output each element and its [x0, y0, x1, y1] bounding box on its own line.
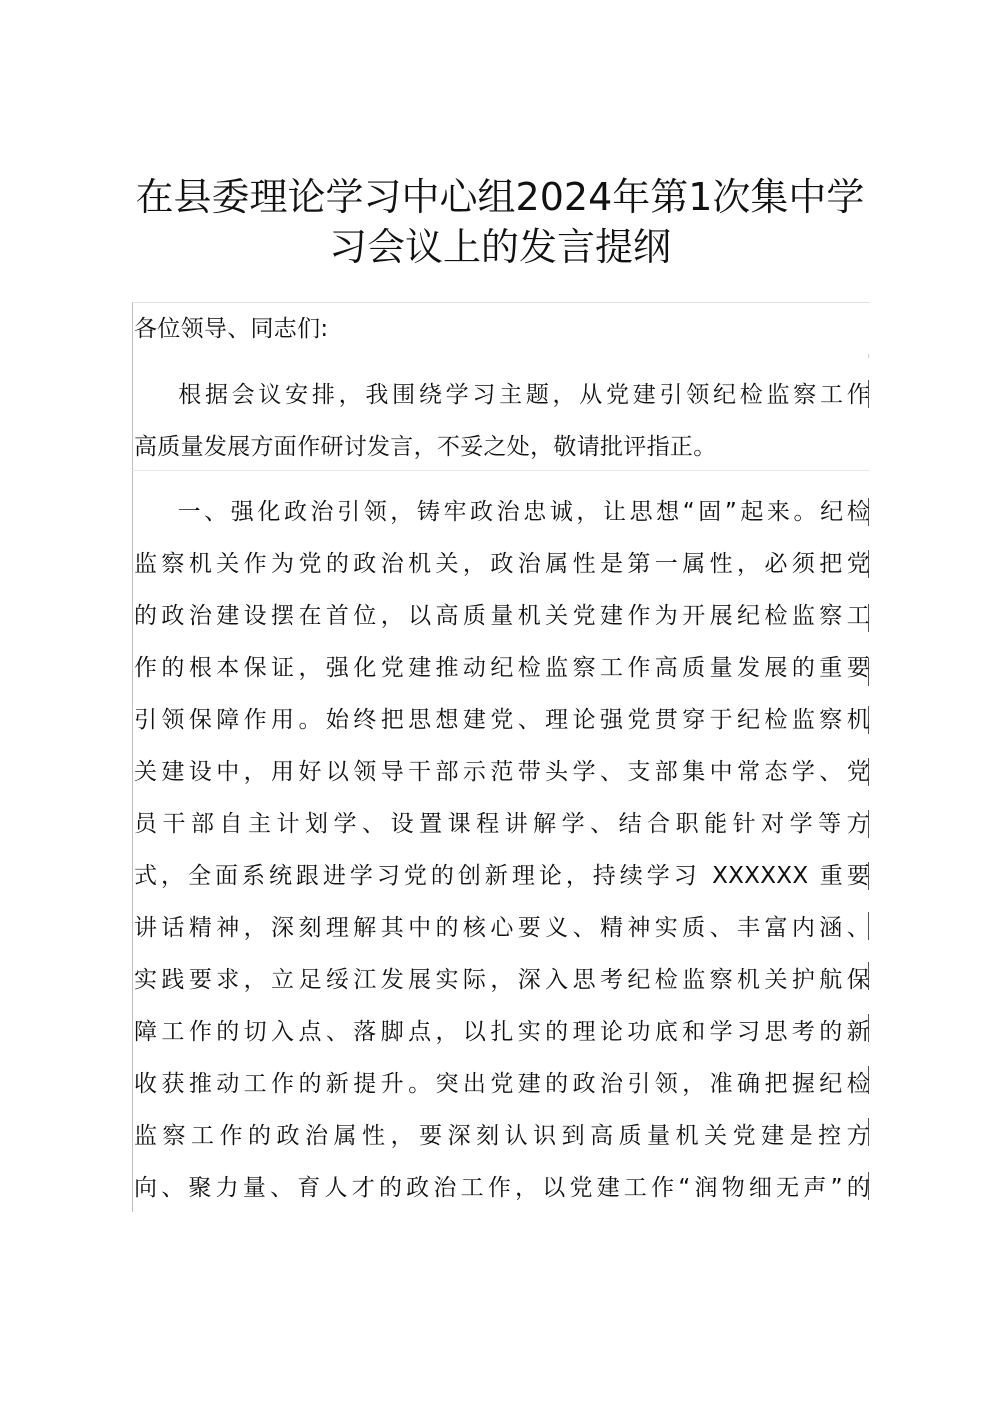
- section1-line-2: 监察机关作为党的政治机关，政治属性是第一属性，必须把党: [134, 551, 870, 577]
- salutation: 各位领导、同志们:: [134, 316, 329, 342]
- section1-line-12: 收获推动工作的新提升。突出党建的政治引领，准确把握纪检: [134, 1071, 870, 1097]
- section1-line-1: 一、强化政治引领，铸牢政治忠诚，让思想“固”起来。纪检: [134, 499, 870, 525]
- text-frame-left-border: [132, 302, 133, 1212]
- section1-line-3: 的政治建设摆在首位，以高质量机关党建作为开展纪检监察工: [134, 603, 870, 629]
- section1-line-9: 讲话精神，深刻理解其中的核心要义、精神实质、丰富内涵、: [134, 915, 870, 941]
- section1-line-5: 引领保障作用。始终把思想建党、理论强党贯穿于纪检监察机: [134, 707, 870, 733]
- section1-line-4: 作的根本保证，强化党建推动纪检监察工作高质量发展的重要: [134, 655, 870, 681]
- title-line-2: 习会议上的发言提纲: [328, 225, 671, 269]
- intro-line-2: 高质量发展方面作研讨发言，不妥之处，敬请批评指正。: [134, 434, 717, 460]
- title-line-1: 在县委理论学习中心组2024年第1次集中学: [135, 175, 865, 219]
- intro-line-1: 根据会议安排，我围绕学习主题，从党建引领纪检监察工作: [134, 382, 870, 408]
- section1-line-14: 向、聚力量、育人才的政治工作，以党建工作“润物细无声”的: [134, 1175, 870, 1201]
- paragraph-separator: [132, 470, 870, 471]
- section1-line-11: 障工作的切入点、落脚点，以扎实的理论功底和学习思考的新: [134, 1019, 870, 1045]
- section1-line-6: 关建设中，用好以领导干部示范带头学、支部集中常态学、党: [134, 759, 870, 785]
- section1-line-8: 式，全面系统跟进学习党的创新理论，持续学习 XXXXXX 重要: [134, 863, 870, 889]
- section1-line-13: 监察工作的政治属性，要深刻认识到高质量机关党建是控方: [134, 1123, 870, 1149]
- right-edge-mark: [868, 354, 869, 358]
- text-frame-top-border: [132, 302, 870, 303]
- section1-line-10: 实践要求，立足绥江发展实际，深入思考纪检监察机关护航保: [134, 967, 870, 993]
- document-title: [120, 172, 880, 272]
- section1-line-7: 员干部自主计划学、设置课程讲解学、结合职能针对学等方: [134, 811, 870, 837]
